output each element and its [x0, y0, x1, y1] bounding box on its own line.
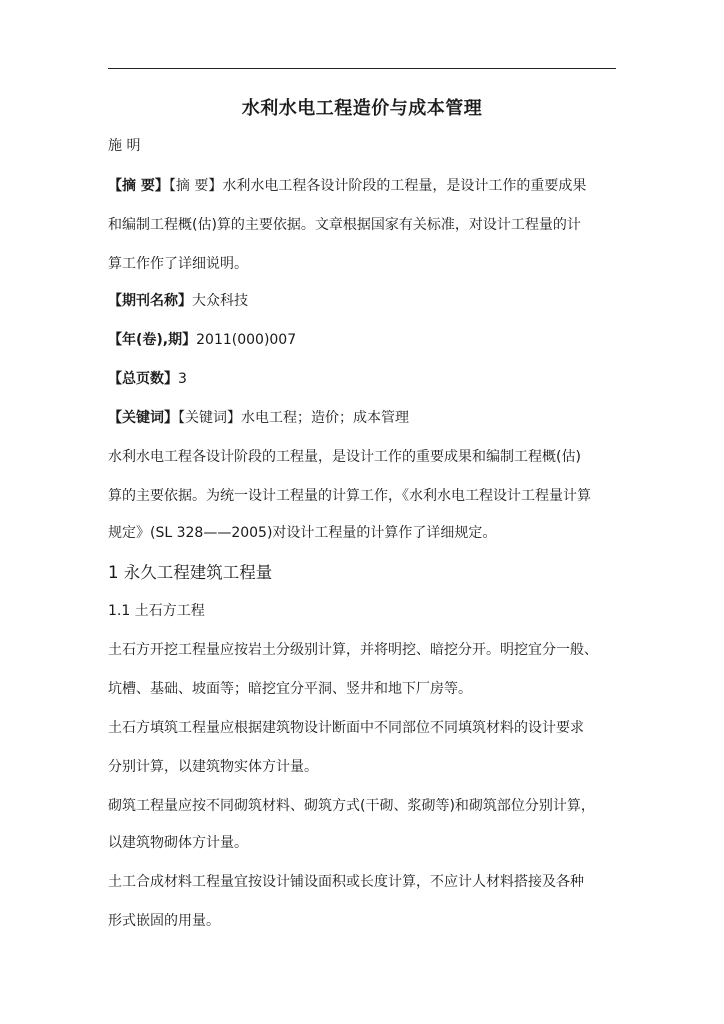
paragraph-text: 土石方填筑工程量应根据建筑物设计断面中不同部位不同填筑材料的设计要求: [108, 720, 584, 736]
keywords-value: 水电工程；造价；成本管理: [241, 410, 409, 426]
paragraph-text: 形式嵌固的用量。: [108, 913, 220, 929]
intro-text: 水利水电工程各设计阶段的工程量，是设计工作的重要成果和编制工程概(估): [108, 449, 581, 465]
section-heading: 1 永久工程建筑工程量: [108, 563, 273, 582]
paragraph-text: 坑槽、基础、坡面等；暗挖宜分平洞、竖井和地下厂房等。: [108, 681, 472, 697]
pages-label: 【总页数】: [108, 371, 178, 387]
keywords-line: [108, 409, 409, 427]
intro-text: 规定》(SL 328——2005)对设计工程量的计算作了详细规定。: [108, 525, 497, 541]
keywords-label: 【关键词】: [108, 410, 178, 426]
paragraph-text: 以建筑物砌体方计量。: [108, 835, 248, 851]
abstract-text: 算工作作了详细说明。: [108, 256, 248, 272]
intro-text: 算的主要依据。为统一设计工程量的计算工作，《水利水电工程设计工程量计算: [108, 488, 591, 504]
keywords-inner-label: 【关键词】: [178, 410, 241, 426]
journal-line: [108, 292, 248, 310]
pages-line: [108, 370, 187, 388]
pages-value: 3: [178, 371, 187, 387]
paragraph-text: 砌筑工程量应按不同砌筑材料、砌筑方式(干砌、浆砌等)和砌筑部位分别计算，: [108, 798, 595, 814]
year-issue-line: [108, 331, 296, 349]
paragraph-text: 土工合成材料工程量宜按设计铺设面积或长度计算，不应计人材料搭接及各种: [108, 874, 584, 890]
paragraph-text: 分别计算，以建筑物实体方计量。: [108, 759, 318, 775]
document-title: 水利水电工程造价与成本管理: [241, 98, 483, 119]
journal-value: 大众科技: [192, 293, 248, 309]
year-issue-label: 【年(卷),期】: [108, 332, 197, 348]
journal-label: 【期刊名称】: [108, 293, 192, 309]
subsection-heading: 1.1 土石方工程: [108, 603, 205, 619]
year-issue-value: 2011(000)007: [196, 332, 297, 348]
abstract-label: 【摘 要】: [108, 178, 169, 194]
author: 施 明: [108, 138, 141, 154]
abstract-line: [108, 177, 586, 195]
paragraph-text: 土石方开挖工程量应按岩土分级别计算，并将明挖、暗挖分开。明挖宜分一般、: [108, 642, 598, 658]
header-rule: [108, 68, 616, 69]
abstract-text: 水利水电工程各设计阶段的工程量，是设计工作的重要成果: [222, 178, 587, 194]
abstract-inner-label: 【摘 要】: [168, 178, 223, 194]
abstract-text: 和编制工程概(估)算的主要依据。文章根据国家有关标准，对设计工程量的计: [108, 217, 581, 233]
